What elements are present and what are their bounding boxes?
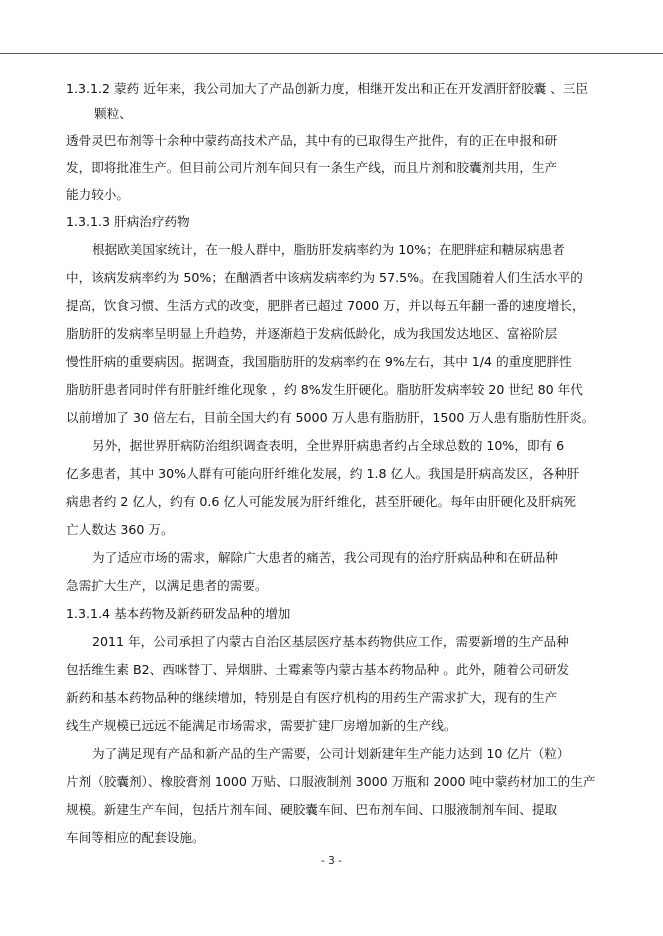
paragraph-line: 根据欧美国家统计，在一般人群中，脂肪肝发病率约为 10%；在肥胖症和糖尿病患者 xyxy=(92,242,565,257)
paragraph-line: 亿多患者，其中 30%人群有可能向肝纤维化发展，约 1.8 亿人。我国是肝病高发区，各种肝 xyxy=(66,466,580,481)
paragraph-line: 中，该病发病率约为 50%；在酗酒者中该病发病率约为 57.5%。在我国随着人们生活水平的 xyxy=(66,270,583,285)
section-heading-1-3-1-3: 1.3.1.3 肝病治疗药物 xyxy=(66,214,190,229)
paragraph-line: 提高，饮食习惯、生活方式的改变，肥胖者已超过 7000 万，并以每五年翻一番的速度增长， xyxy=(66,298,585,313)
paragraph-line: 线生产规模已远远不能满足市场需求，需要扩建厂房增加新的生产线。 xyxy=(66,718,457,733)
paragraph-line: 2011 年，公司承担了内蒙古自治区基层医疗基本药物供应工作，需要新增的生产品种 xyxy=(92,634,569,649)
paragraph-line: 急需扩大生产，以满足患者的需要。 xyxy=(66,578,268,593)
paragraph-line: 以前增加了 30 倍左右，目前全国大约有 5000 万人患有脂肪肝，1500 万人患有脂肪性肝炎。 xyxy=(66,410,595,425)
page-number: - 3 - xyxy=(321,855,342,867)
paragraph-line: 能力较小。 xyxy=(66,187,129,202)
paragraph-line: 颗粒、 xyxy=(94,106,132,121)
paragraph-line: 车间等相应的配套设施。 xyxy=(66,830,205,845)
paragraph-line: 慢性肝病的重要病因。据调查，我国脂肪肝的发病率约在 9%左右，其中 1/4 的重度肥胖性 xyxy=(66,354,572,369)
paragraph-line: 新药和基本药物品种的继续增加，特别是自有医疗机构的用药生产需求扩大，现有的生产 xyxy=(66,690,558,705)
paragraph-line: 亡人数达 360 万。 xyxy=(66,522,174,537)
paragraph-line: 脂肪肝患者同时伴有肝脏纤维化现象 ，约 8%发生肝硬化。脂肪肝发病率较 20 世纪 80 年代 xyxy=(66,382,583,397)
paragraph-line: 透骨灵巴布剂等十余种中蒙药高技术产品，其中有的已取得生产批件，有的正在申报和研 xyxy=(66,133,558,148)
paragraph-line: 病患者约 2 亿人，约有 0.6 亿人可能发展为肝纤维化，甚至肝硬化。每年由肝硬化及肝病死 xyxy=(66,494,577,509)
paragraph-line: 另外，据世界肝病防治组织调查表明，全世界肝病患者约占全球总数的 10%，即有 6 xyxy=(92,438,565,453)
paragraph-line: 为了满足现有产品和新产品的生产需要，公司计划新建年生产能力达到 10 亿片（粒） xyxy=(92,746,570,761)
paragraph-line: 包括维生素 B2、西咪替丁、异烟肼、土霉素等内蒙古基本药物品种 。此外，随着公司研发 xyxy=(66,662,570,677)
paragraph-line: 脂肪肝的发病率呈明显上升趋势，并逐渐趋于发病低龄化，成为我国发达地区、富裕阶层 xyxy=(66,326,558,341)
heading-1-3-1-2-line: 1.3.1.2 蒙药 近年来，我公司加大了产品创新力度，相继开发出和正在开发酒肝舒胶囊 、三臣 xyxy=(66,81,589,96)
section-heading-1-3-1-4: 1.3.1.4 基本药物及新药研发品种的增加 xyxy=(66,606,291,621)
paragraph-line: 发，即将批准生产。但目前公司片剂车间只有一条生产线，而且片剂和胶囊剂共用，生产 xyxy=(66,160,558,175)
paragraph-line: 为了适应市场的需求，解除广大患者的痛苦，我公司现有的治疗肝病品种和在研品种 xyxy=(92,550,558,565)
paragraph-line: 片剂（胶囊剂）、橡胶膏剂 1000 万贴、口服液制剂 3000 万瓶和 2000 吨中蒙药材加工的生产 xyxy=(66,774,596,789)
paragraph-line: 规模。新建生产车间，包括片剂车间、硬胶囊车间、巴布剂车间、口服液制剂车间、提取 xyxy=(66,802,558,817)
header-rule xyxy=(0,53,663,54)
